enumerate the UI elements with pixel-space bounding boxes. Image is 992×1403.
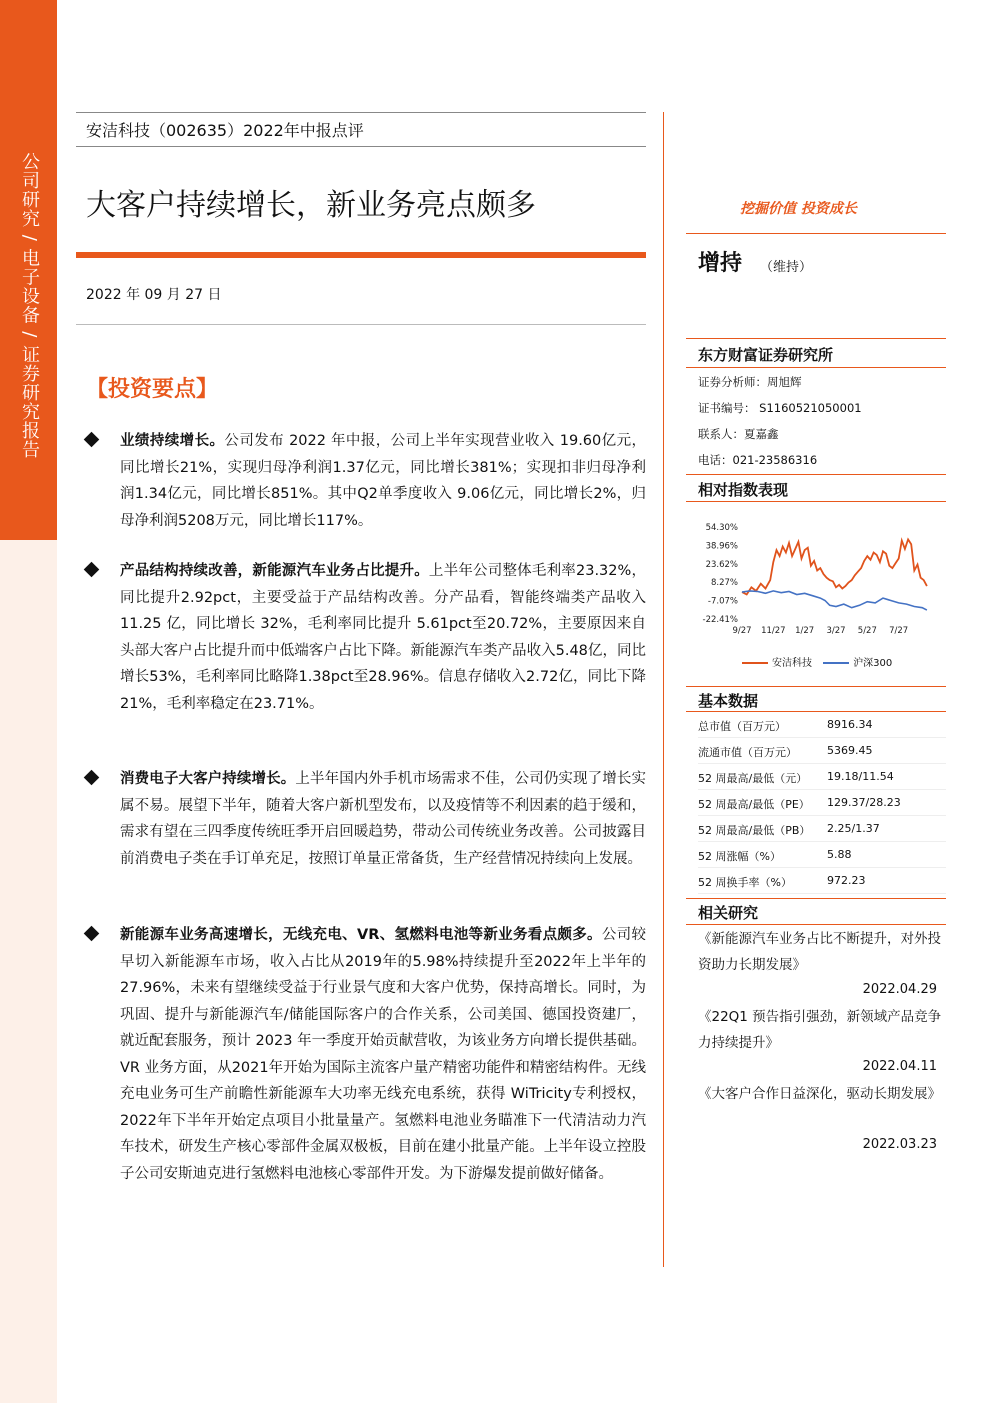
basic-data-key: 52 周最高/最低（PB） xyxy=(698,824,811,837)
key-point-body: 公司较早切入新能源车市场，收入占比从2019年的5.98%持续提升至2022年上半年的27.96%，未来有望继续受益于行业景气度和大客户优势，保持高增长。同时，为巩固、提升与新能源汽车/储能国际客户的合作关系，公司美国、德国投资建厂，就近配套服务，预计 2023 年一季度开始贡献营收，为该业务方向增长提供基础。VR 业务方面，从2021年开始为国际主流客户量产精密功能件和精密结构件。无线充电业务可生产前瞻性新能源车大功率无线充电系统，获得 WiTricity专利授权，2022年下半年开始定点项目小批量量产。氢燃料电池业务瞄准下一代清洁动力汽车技术，研发生产核心零部件金属双极板，目前在建小批量产能。上半年设立控股子公司安斯迪克进行氢燃料电池核心零部件开发。为下游爆发提前做好储备。 xyxy=(120,927,646,1182)
y-tick-label: 23.62% xyxy=(705,559,738,570)
key-point-body: 上半年国内外手机市场需求不佳，公司仍实现了增长实属不易。展望下半年，随着大客户新机型发布，以及疫情等不利因素的趋于缓和，需求有望在三四季度传统旺季开启回暖趋势，带动公司传统业务改善。公司披露目前消费电子类在手订单充足，按照订单量正常备货，生产经营情况持续向上发展。 xyxy=(120,771,647,867)
basic-data-key: 52 周涨幅（%） xyxy=(698,850,781,863)
y-tick-label: -7.07% xyxy=(707,596,738,607)
basic-data-value: 972.23 xyxy=(827,874,866,887)
basic-data-heading: 基本数据 xyxy=(698,692,759,710)
chart-legend xyxy=(742,654,892,669)
key-points-heading: 【投资要点】 xyxy=(86,377,219,402)
key-point-text xyxy=(120,558,646,717)
basic-data-row xyxy=(698,790,946,816)
series-line-stock xyxy=(742,539,927,594)
related-report-date: 2022.04.11 xyxy=(862,1059,937,1074)
related-report-title[interactable]: 《大客户合作日益深化，驱动长期发展》 xyxy=(698,1086,941,1102)
column-divider xyxy=(663,112,664,1267)
legend-label-stock: 安洁科技 xyxy=(772,658,812,669)
rating-note: （维持） xyxy=(760,260,813,275)
key-point-body: 上半年公司整体毛利率23.32%，同比提升2.92pct，主要受益于产品结构改善。分产品看，智能终端类产品收入 11.25 亿，同比增长 32%，毛利率同比提升 5.61pct至20.72%，主要原因来自头部大客户占比提升而中低端客户占比下降。新能源汽车类产品收入5.48亿，同比增长53%，毛利率同比略降1.38pct至28.96%。信息存储收入2.72亿，同比下降21%，毛利率稳定在23.71%。 xyxy=(120,563,646,712)
related-bottom-line xyxy=(686,924,946,925)
header-bottom-line xyxy=(76,146,646,147)
legend-swatch-stock xyxy=(742,662,768,664)
related-report-title[interactable]: 《新能源汽车业务占比不断提升，对外投资助力长期发展》 xyxy=(698,931,941,973)
diamond-bullet-icon xyxy=(84,562,100,578)
slogan: 挖掘价值 投资成长 xyxy=(740,201,857,217)
y-tick-label: -22.41% xyxy=(702,615,738,625)
y-tick-label: 8.27% xyxy=(710,578,738,589)
key-point-lead: 业绩持续增长。 xyxy=(120,433,225,449)
y-tick-label: 38.96% xyxy=(705,541,738,552)
legend-swatch-index xyxy=(823,662,849,664)
basic-data-row xyxy=(698,738,946,764)
header-top-line xyxy=(76,112,646,113)
diamond-bullet-icon xyxy=(84,770,100,786)
page-title: 大客户持续增长，新业务亮点颇多 xyxy=(86,188,536,223)
analyst: 证券分析师：周旭辉 xyxy=(698,375,802,389)
side-category-text: 公司研究 / 电子设备 / 证券研究报告 xyxy=(19,152,40,460)
basic-data-row xyxy=(698,816,946,842)
title-underline-bar xyxy=(76,252,646,258)
basic-data-value: 2.25/1.37 xyxy=(827,822,880,835)
report-date: 2022 年 09 月 27 日 xyxy=(86,287,222,303)
chart-heading: 相对指数表现 xyxy=(698,481,789,499)
series-line-index xyxy=(742,591,927,610)
basic-data-key: 流通市值（百万元） xyxy=(698,746,797,759)
basic-data-row xyxy=(698,712,946,738)
related-top-line xyxy=(686,898,946,899)
key-point-text xyxy=(120,922,646,1187)
cert-number: 证书编号： S1160521050001 xyxy=(698,401,862,415)
key-point-4 xyxy=(86,922,646,1187)
key-point-text xyxy=(120,766,646,872)
basic-data-row xyxy=(698,868,946,894)
key-point-lead: 产品结构持续改善，新能源汽车业务占比提升。 xyxy=(120,563,429,579)
key-point-body: 公司发布 2022 年中报，公司上半年实现营业收入 19.60亿元，同比增长21%，实现归母净利润1.37亿元，同比增长381%；实现扣非归母净利润1.34亿元，同比增长851%。其中Q2单季度收入 9.06亿元，同比增长2%，归母净利润5208万元，同比增长117%。 xyxy=(120,433,646,529)
rating-top-line xyxy=(686,233,946,234)
x-tick-label: 5/27 xyxy=(857,626,877,636)
relative-performance-chart xyxy=(690,515,940,645)
x-tick-label: 7/27 xyxy=(889,626,909,636)
contact: 联系人：夏嘉鑫 xyxy=(698,427,779,441)
legend-label-index: 沪深300 xyxy=(853,658,893,669)
key-point-lead: 新能源车业务高速增长，无线充电、VR、氢燃料电池等新业务看点颇多。 xyxy=(120,927,602,943)
basic-data-key: 总市值（百万元） xyxy=(698,720,786,733)
key-point-3 xyxy=(86,766,646,872)
row-divider xyxy=(698,893,946,894)
related-report-date: 2022.03.23 xyxy=(862,1137,937,1152)
basic-data-row xyxy=(698,842,946,868)
chart-section-bottom-line xyxy=(686,501,946,502)
basic-data-key: 52 周最高/最低（PE） xyxy=(698,798,810,811)
basic-data-value: 19.18/11.54 xyxy=(827,770,894,783)
basic-data-row xyxy=(698,764,946,790)
institution-name: 东方财富证券研究所 xyxy=(698,346,834,364)
basic-data-value: 129.37/28.23 xyxy=(827,796,901,809)
phone: 电话：021-23586316 xyxy=(698,453,818,467)
basic-data-top-line xyxy=(686,686,946,687)
basic-data-value: 8916.34 xyxy=(827,718,873,731)
x-tick-label: 11/27 xyxy=(761,626,786,636)
side-orange-band xyxy=(0,0,57,540)
x-tick-label: 1/27 xyxy=(795,626,815,636)
related-report-date: 2022.04.29 xyxy=(862,982,937,997)
basic-data-key: 52 周换手率（%） xyxy=(698,876,792,889)
institution-bottom-line xyxy=(686,367,946,368)
diamond-bullet-icon xyxy=(84,432,100,448)
chart-section-top-line xyxy=(686,474,946,475)
basic-data-value: 5.88 xyxy=(827,848,852,861)
institution-top-line xyxy=(686,338,946,339)
key-point-2 xyxy=(86,558,646,717)
diamond-bullet-icon xyxy=(84,926,100,942)
report-type: 安洁科技（002635）2022年中报点评 xyxy=(86,121,364,140)
y-tick-label: 54.30% xyxy=(705,523,738,533)
x-tick-label: 3/27 xyxy=(826,626,846,636)
basic-data-value: 5369.45 xyxy=(827,744,873,757)
rating: 增持 xyxy=(698,251,743,276)
x-tick-label: 9/27 xyxy=(732,626,752,636)
date-divider xyxy=(76,324,646,325)
key-point-lead: 消费电子大客户持续增长。 xyxy=(120,771,296,787)
related-heading: 相关研究 xyxy=(698,904,759,922)
related-report-title[interactable]: 《22Q1 预告指引强劲，新领域产品竞争力持续提升》 xyxy=(698,1009,942,1051)
key-point-text xyxy=(120,428,646,534)
basic-data-key: 52 周最高/最低（元） xyxy=(698,772,808,785)
key-point-1 xyxy=(86,428,646,534)
